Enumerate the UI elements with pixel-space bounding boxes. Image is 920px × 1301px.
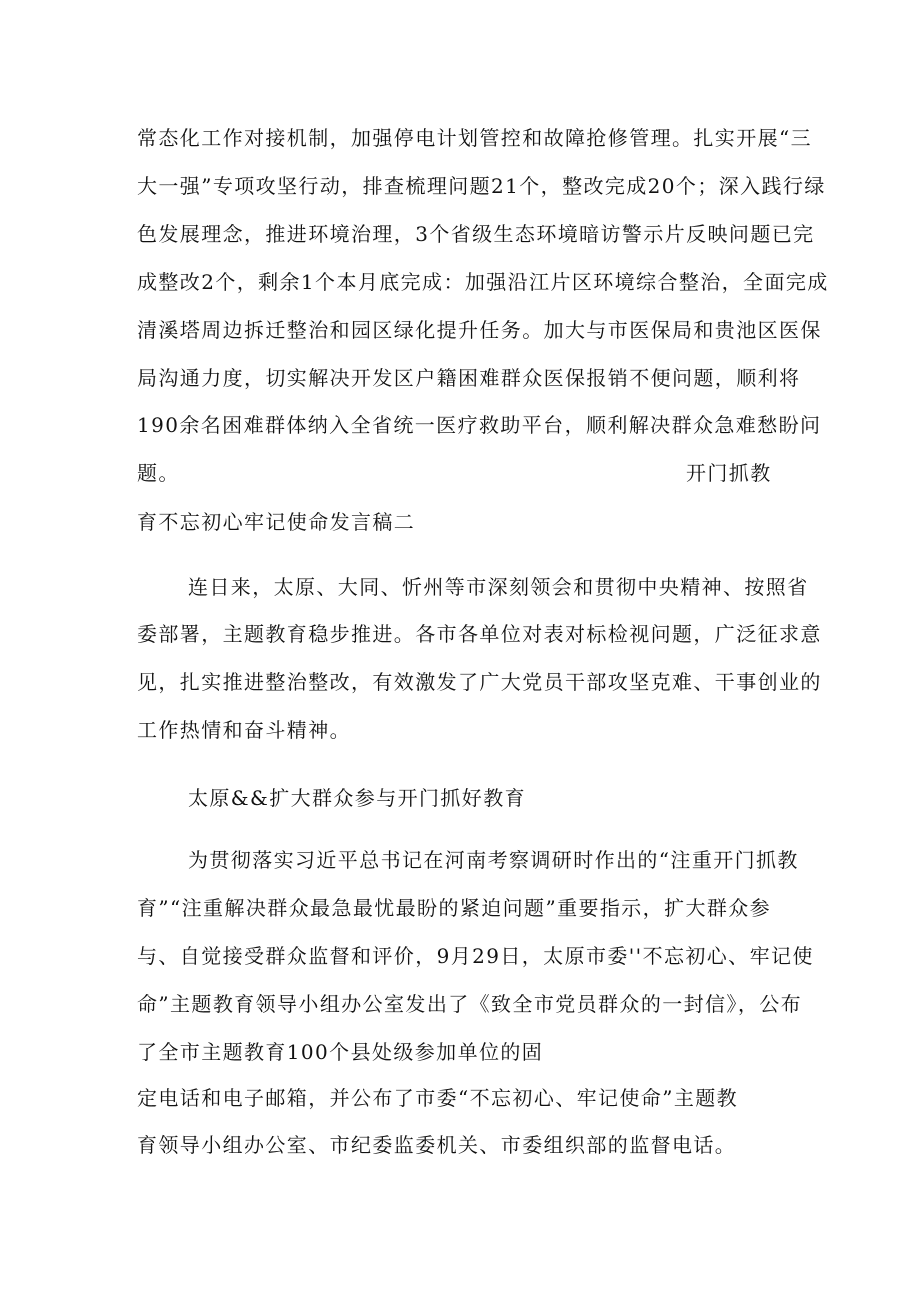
paragraph-line xyxy=(137,126,813,150)
paragraph-line: 工作热情和奋斗精神。 xyxy=(137,718,351,742)
paragraph-line: 题。 xyxy=(137,461,180,485)
paragraph-line: 定电话和电子邮箱，并公布了市委“不忘初心、牢记使命”主题教 xyxy=(137,1086,739,1110)
paragraph-line: 命”主题教育领导小组办公室发出了《致全市党员群众的一封信》，公布 xyxy=(137,992,803,1016)
heading-fragment: 开门抓教 xyxy=(686,461,772,485)
paragraph-line: 局沟通力度，切实解决开发区户籍困难群众医保报销不便问题，顺利将 xyxy=(137,366,801,390)
paragraph-line: 与、自觉接受群众监督和评价，9月29日，太原市委''不忘初心、牢记使 xyxy=(137,944,814,968)
subheading: 太原&&扩大群众参与开门抓好教育 xyxy=(188,786,527,810)
paragraph-line: 为贯彻落实习近平总书记在河南考察调研时作出的“注重开门抓教 xyxy=(188,848,799,872)
paragraph-line: 色发展理念，推进环境治理，3个省级生态环境暗访警示片反映问题已完 xyxy=(137,222,815,246)
paragraph-line: 育领导小组办公室、市纪委监委机关、市委组织部的监督电话。 xyxy=(137,1133,737,1157)
paragraph-line: 成整改2个，剩余1个本月底完成：加强沿江片区环境综合整治，全面完成 xyxy=(137,270,829,294)
paragraph-line: 委部署，主题教育稳步推进。各市各单位对表对标检视问题，广泛征求意 xyxy=(137,622,822,646)
paragraph-line: 了全市主题教育100个县处级参加单位的固 xyxy=(137,1040,544,1064)
paragraph-line: 清溪塔周边拆迁整治和园区绿化提升任务。加大与市医保局和贵池区医保 xyxy=(137,318,822,342)
section-heading: 育不忘初心牢记使命发言稿二 xyxy=(137,510,416,534)
paragraph-line: 连日来，太原、大同、忻州等市深刻领会和贯彻中央精神、按照省 xyxy=(188,575,809,599)
text-segment: 常态化工作对接机制，加强停电计划管控和故障抢修管理。扎实开展“三 xyxy=(137,126,813,150)
paragraph-line: 190余名困难群体纳入全省统一医疗救助平台，顺利解决群众急难愁盼问 xyxy=(137,413,822,437)
paragraph-line: 育”“注重解决群众最急最忧最盼的紧迫问题”重要指示，扩大群众参 xyxy=(137,896,772,920)
paragraph-line: 大一强”专项攻坚行动，排查梳理问题21个，整改完成20个；深入践行绿 xyxy=(137,174,826,198)
paragraph-line: 见，扎实推进整治整改，有效激发了广大党员干部攻坚克难、干事创业的 xyxy=(137,670,822,694)
